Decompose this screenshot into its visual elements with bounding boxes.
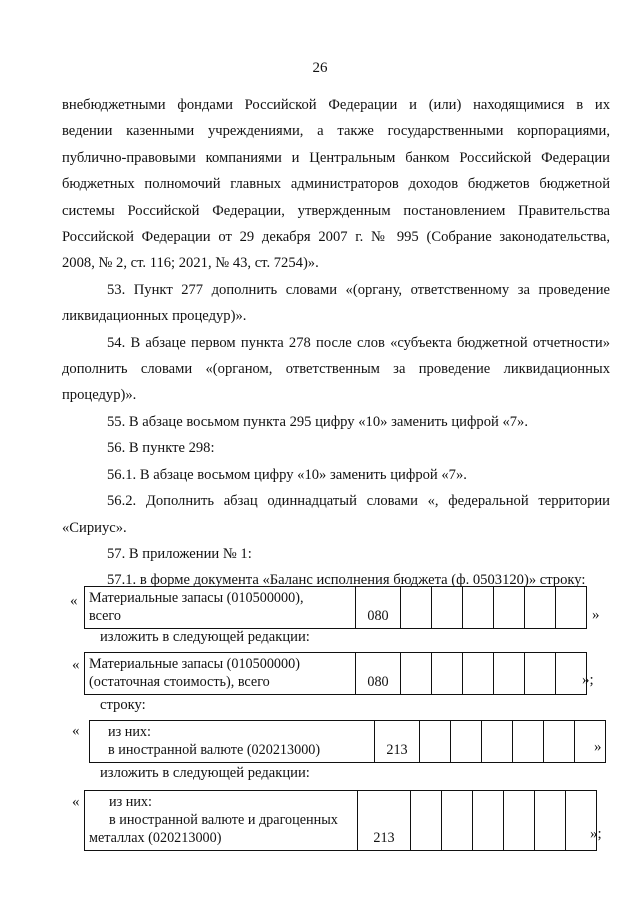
empty-cell [401,653,432,695]
row-label-line: Материальные запасы (010500000), [89,590,304,606]
empty-cell [401,587,432,629]
row-label [85,653,356,695]
form-row-table-2 [84,652,587,695]
empty-cell [473,791,504,851]
close-quote: » [592,607,600,623]
empty-cell [494,653,525,695]
empty-cell [463,587,494,629]
row-label-line: в иностранной валюте и драгоценных [109,812,338,828]
intro-line: системы Российской Федерации, утвержденным постановлением Правительства [62,202,610,219]
restate-label: изложить в следующей редакции: [100,765,310,781]
form-row-table-3 [89,720,606,763]
intro-line: ведении казенными учреждениями, а также государственными корпорациями, [62,123,610,140]
body-text [62,92,610,594]
intro-line: 2008, № 2, ст. 116; 2021, № 43, ст. 7254)». [62,255,319,272]
row-label-line: металлах (020213000) [89,830,222,846]
item-53: 53. Пункт 277 дополнить словами «(органу, ответственному за проведение ликвидационных процедур)». [62,281,610,325]
intro-line: Российской Федерации от 29 декабря 2007 г. № 995 (Собрание законодательства, [62,229,610,246]
intro-line: бюджетных полномочий главных администраторов доходов бюджетов бюджетной [62,176,610,193]
intro-line: внебюджетными фондами Российской Федерации и (или) находящимися в их [62,97,610,113]
empty-cell [525,653,556,695]
empty-cell [494,587,525,629]
empty-cell [463,653,494,695]
item-55: 55. В абзаце восьмом пункта 295 цифру «10» заменить цифрой «7». [107,413,528,430]
intro-line: публично-правовыми компаниями и Центральным банком Российской Федерации [62,149,610,166]
form-row-table-1 [84,586,587,629]
page-number: 26 [312,60,328,76]
close-quote: »; [590,826,602,842]
item-56-1: 56.1. В абзаце восьмом цифру «10» заменить цифрой «7». [107,466,467,483]
row-label-line: (остаточная стоимость), всего [89,674,270,690]
empty-cell [451,721,482,763]
row-label-line: Материальные запасы (010500000) [89,656,300,672]
item-56-2: 56.2. Дополнить абзац одиннадцатый словами «, федеральной территории «Сириус». [62,493,610,536]
row-label [85,791,358,851]
open-quote: « [70,593,78,609]
row-label-line: в иностранной валюте (020213000) [108,742,321,758]
open-quote: « [72,794,80,810]
empty-cell [504,791,535,851]
row-label-line: всего [89,608,121,624]
empty-cell [432,653,463,695]
row-label-line: из них: [108,724,151,740]
row-code: 080 [356,653,401,695]
item-54: 54. В абзаце первом пункта 278 после слов «субъекта бюджетной отчетности» дополнить словами «(органом, ответственным за проведение ликвидационных процедур)». [62,334,610,404]
item-57: 57. В приложении № 1: [107,545,252,562]
empty-cell [535,791,566,851]
row-code: 213 [375,721,420,763]
close-quote: »; [582,672,594,688]
empty-cell [556,587,587,629]
row-label [85,587,356,629]
empty-cell [411,791,442,851]
restate-label: изложить в следующей редакции: [100,629,310,645]
row-code: 080 [356,587,401,629]
empty-cell [525,587,556,629]
open-quote: « [72,723,80,739]
empty-cell [420,721,451,763]
empty-cell [544,721,575,763]
form-row-table-4 [84,790,597,851]
empty-cell [432,587,463,629]
row-label-line: из них: [109,794,152,810]
empty-cell [442,791,473,851]
close-quote: » [594,739,602,755]
row-code: 213 [358,791,411,851]
item-56: 56. В пункте 298: [107,440,215,457]
empty-cell [513,721,544,763]
item-57-1: 57.1. в форме документа «Баланс исполнения бюджета (ф. 0503120)» строку: [107,572,586,589]
empty-cell [482,721,513,763]
open-quote: « [72,657,80,673]
row-label [90,721,375,763]
row-word-label: строку: [100,697,146,713]
